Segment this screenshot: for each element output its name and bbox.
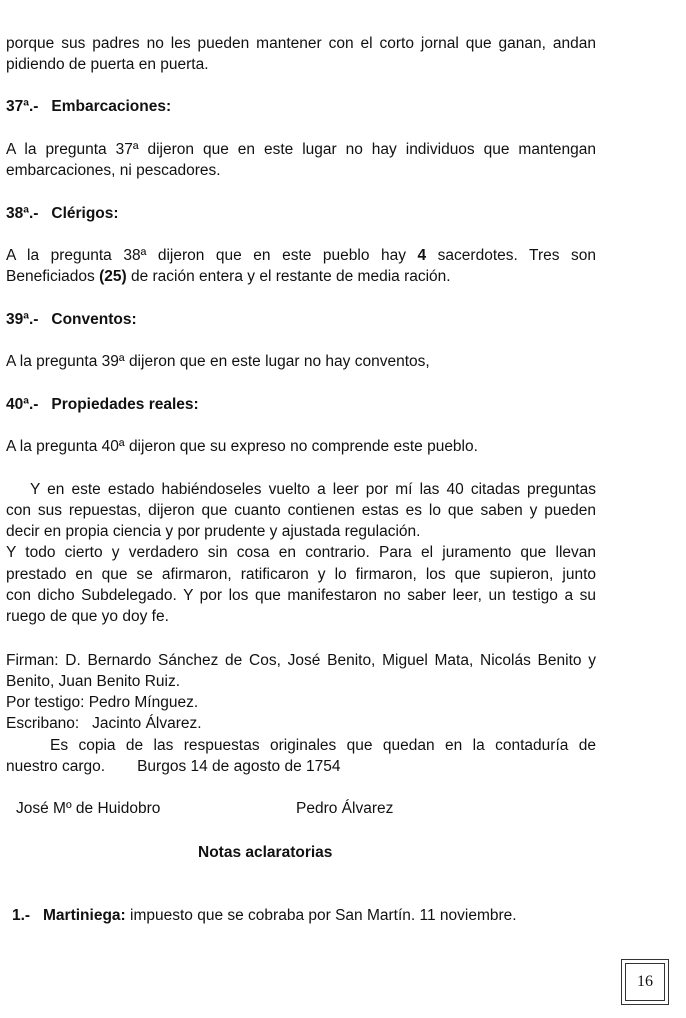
- signer-left: José Mº de Huidobro: [16, 800, 161, 817]
- closing-p2-line-4: ruego de que yo doy fe.: [6, 608, 169, 625]
- section-38-title: Clérigos:: [51, 205, 119, 222]
- closing-p1-line-3: decir en propia ciencia y por prudente y ajustada regulación.: [6, 523, 421, 540]
- section-37-heading: [6, 96, 596, 118]
- note-1-number: 1.-: [12, 907, 31, 924]
- escribano-line: Escribano: Jacinto Álvarez.: [6, 715, 202, 732]
- page-number-box: [621, 959, 669, 1005]
- note-1-text: impuesto que se cobraba por San Martín. 11 noviembre.: [125, 907, 517, 924]
- section-38-heading: [6, 203, 596, 225]
- copia-text: nuestro cargo.: [6, 758, 106, 775]
- beneficiados-note-ref: (25): [99, 268, 127, 285]
- signer-right: Pedro Álvarez: [296, 800, 394, 817]
- notes-title: Notas aclaratorias: [198, 844, 333, 861]
- note-1-term: Martiniega:: [43, 907, 126, 924]
- closing-p2-line-2: prestado en que se afirmaron, ratificaron y lo firmaron, los que supieron, junto: [6, 566, 596, 583]
- section-38-line-2: [6, 266, 596, 288]
- testigo-line: Por testigo: Pedro Mínguez.: [6, 694, 199, 711]
- closing-p1-line-1: Y en este estado habiéndoseles vuelto a leer por mí las 40 citadas preguntas: [30, 481, 596, 498]
- text-run: sacerdotes. Tres son: [426, 247, 596, 264]
- note-1: [12, 905, 517, 927]
- section-37-line-2: embarcaciones, ni pescadores.: [6, 162, 221, 179]
- sacerdotes-count: 4: [417, 247, 427, 264]
- section-40-line-1: A la pregunta 40ª dijeron que su expreso no comprende este pueblo.: [6, 438, 478, 455]
- section-37-line-1: A la pregunta 37ª dijeron que en este lugar no hay individuos que mantengan: [6, 141, 596, 158]
- text-run: A la pregunta 38ª dijeron que en este pueblo hay: [6, 247, 418, 264]
- intro-line-2: pidiendo de puerta en puerta.: [6, 56, 209, 73]
- closing-p2-line-1: Y todo cierto y verdadero sin cosa en contrario. Para el juramento que llevan: [6, 544, 596, 561]
- section-37-title: Embarcaciones:: [51, 98, 172, 115]
- place-date: Burgos 14 de agosto de 1754: [137, 758, 341, 775]
- section-40-heading: [6, 394, 596, 416]
- text-run: Beneficiados: [6, 268, 100, 285]
- section-39-number: 39ª.-: [6, 311, 39, 328]
- intro-line-1: porque sus padres no les pueden mantener con el corto jornal que ganan, andan: [6, 35, 596, 52]
- section-40-number: 40ª.-: [6, 396, 39, 413]
- page-number: 16: [625, 963, 665, 1001]
- copia-line-1: Es copia de las respuestas originales que quedan en la contaduría de: [50, 737, 596, 754]
- section-37-number: 37ª.-: [6, 98, 39, 115]
- copia-line-2: [6, 756, 596, 778]
- firman-line-1: Firman: D. Bernardo Sánchez de Cos, José Benito, Miguel Mata, Nicolás Benito y: [6, 652, 596, 669]
- section-40-title: Propiedades reales:: [51, 396, 199, 413]
- closing-p2-line-3: con dicho Subdelegado. Y por los que manifestaron no saber leer, un testigo a su: [6, 587, 596, 604]
- section-39-title: Conventos:: [51, 311, 137, 328]
- section-39-line-1: A la pregunta 39ª dijeron que en este lugar no hay conventos,: [6, 353, 430, 370]
- section-38-line-1: [6, 245, 596, 267]
- text-run: de ración entera y el restante de media ración.: [126, 268, 451, 285]
- section-39-heading: [6, 309, 596, 331]
- section-38-number: 38ª.-: [6, 205, 39, 222]
- firman-line-2: Benito, Juan Benito Ruiz.: [6, 673, 181, 690]
- closing-p1-line-2: con sus repuestas, dijeron que cuanto contienen estas es lo que saben y pueden: [6, 502, 596, 519]
